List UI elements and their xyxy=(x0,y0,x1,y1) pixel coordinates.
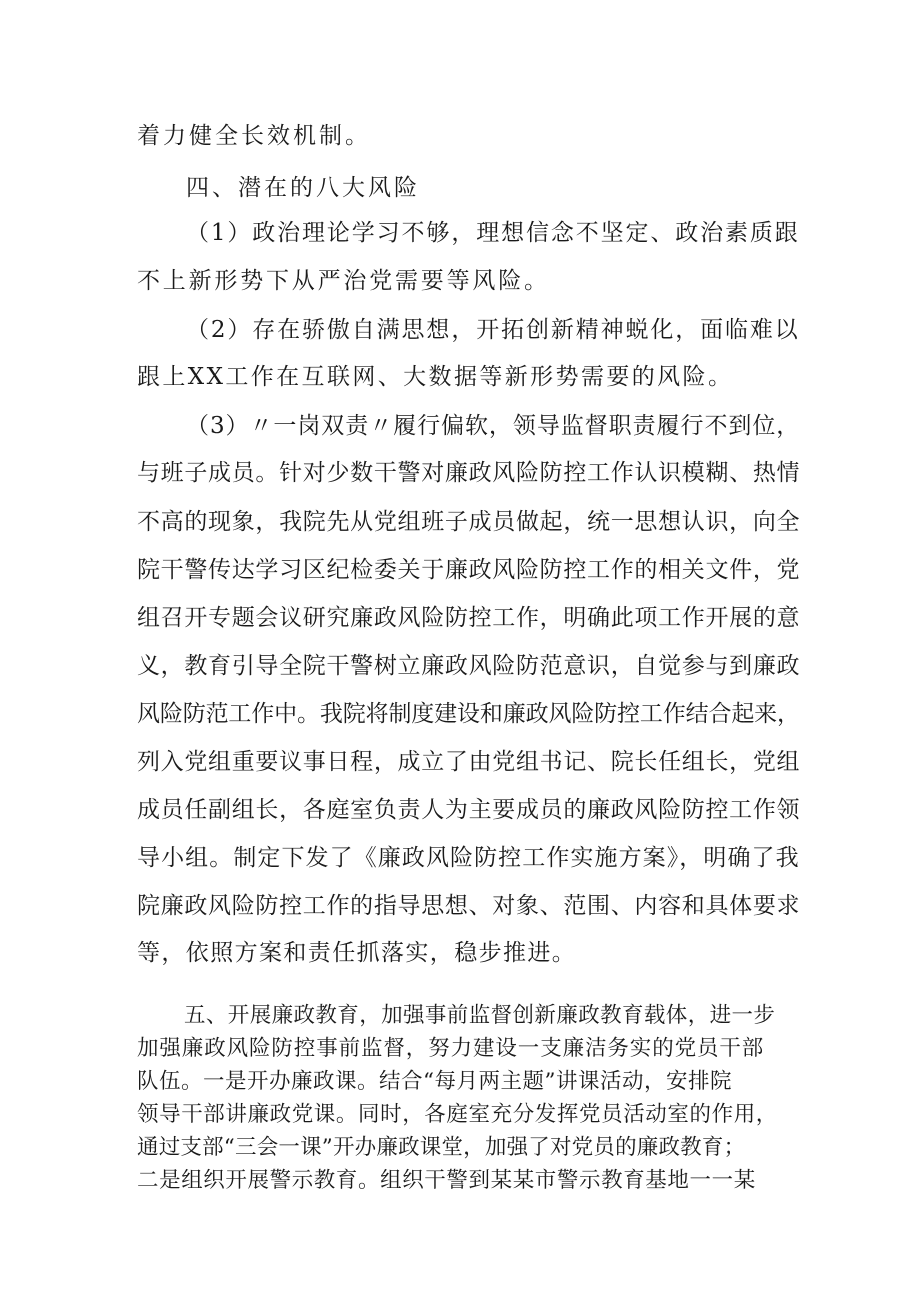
paragraph-line: 通过支部“三会一课”开办廉政课堂，加强了对党员的廉政教育； xyxy=(137,1135,746,1160)
paragraph-line: 院廉政风险防控工作的指导思想、对象、范围、内容和具体要求 xyxy=(137,893,801,919)
paragraph-line: 导小组。制定下发了《廉政风险防控工作实施方案》，明确了我 xyxy=(137,845,800,871)
paragraph-line: 加强廉政风险防控事前监督，努力建设一支廉洁务实的党员干部 xyxy=(137,1036,765,1061)
paragraph-line: 风险防范工作中。我院将制度建设和廉政风险防控工作结合起来， xyxy=(137,701,800,727)
paragraph-line: 不高的现象，我院先从党组班子成员做起，统一思想认识，向全 xyxy=(137,509,801,535)
paragraph-line: 二是组织开展警示教育。组织干警到某某市警示教育基地一一某 xyxy=(137,1168,756,1193)
paragraph-line: 跟上XX工作在互联网、大数据等新形势需要的风险。 xyxy=(137,364,734,390)
section-heading: 四、潜在的八大风险 xyxy=(186,175,420,201)
paragraph-line: 着力健全长效机制。 xyxy=(137,123,371,149)
paragraph-line: 成员任副组长，各庭室负责人为主要成员的廉政风险防控工作领 xyxy=(137,797,801,823)
section-heading: 五、开展廉政教育，加强事前监督创新廉政教育载体，进一步 xyxy=(184,1003,776,1028)
paragraph-line: （2）存在骄傲自满思想，开拓创新精神蜕化，面临难以 xyxy=(186,317,800,343)
paragraph-line: 义，教育引导全院干警树立廉政风险防范意识，自觉参与到廉政 xyxy=(137,653,801,679)
paragraph-line: 队伍。一是开办廉政课。结合“每月两主题”讲课活动，安排院 xyxy=(137,1069,732,1094)
paragraph-line: （1）政治理论学习不够，理想信念不坚定、政治素质跟 xyxy=(186,220,800,246)
paragraph-line: （3）〃一岗双责〃履行偏软，领导监督职责履行不到位， xyxy=(186,413,801,439)
paragraph-line: 领导干部讲廉政党课。同时，各庭室充分发挥党员活动室的作用， xyxy=(137,1102,778,1127)
paragraph-line: 不上新形势下从严治党需要等风险。 xyxy=(137,268,550,294)
paragraph-line: 组召开专题会议研究廉政风险防控工作，明确此项工作开展的意 xyxy=(137,605,801,631)
paragraph-line: 等，依照方案和责任抓落实，稳步推进。 xyxy=(137,940,577,966)
paragraph-line: 列入党组重要议事日程，成立了由党组书记、院长任组长，党组 xyxy=(137,749,801,775)
paragraph-line: 院干警传达学习区纪检委关于廉政风险防控工作的相关文件，党 xyxy=(137,557,801,583)
paragraph-line: 与班子成员。针对少数干警对廉政风险防控工作认识模糊、热情 xyxy=(137,460,801,486)
